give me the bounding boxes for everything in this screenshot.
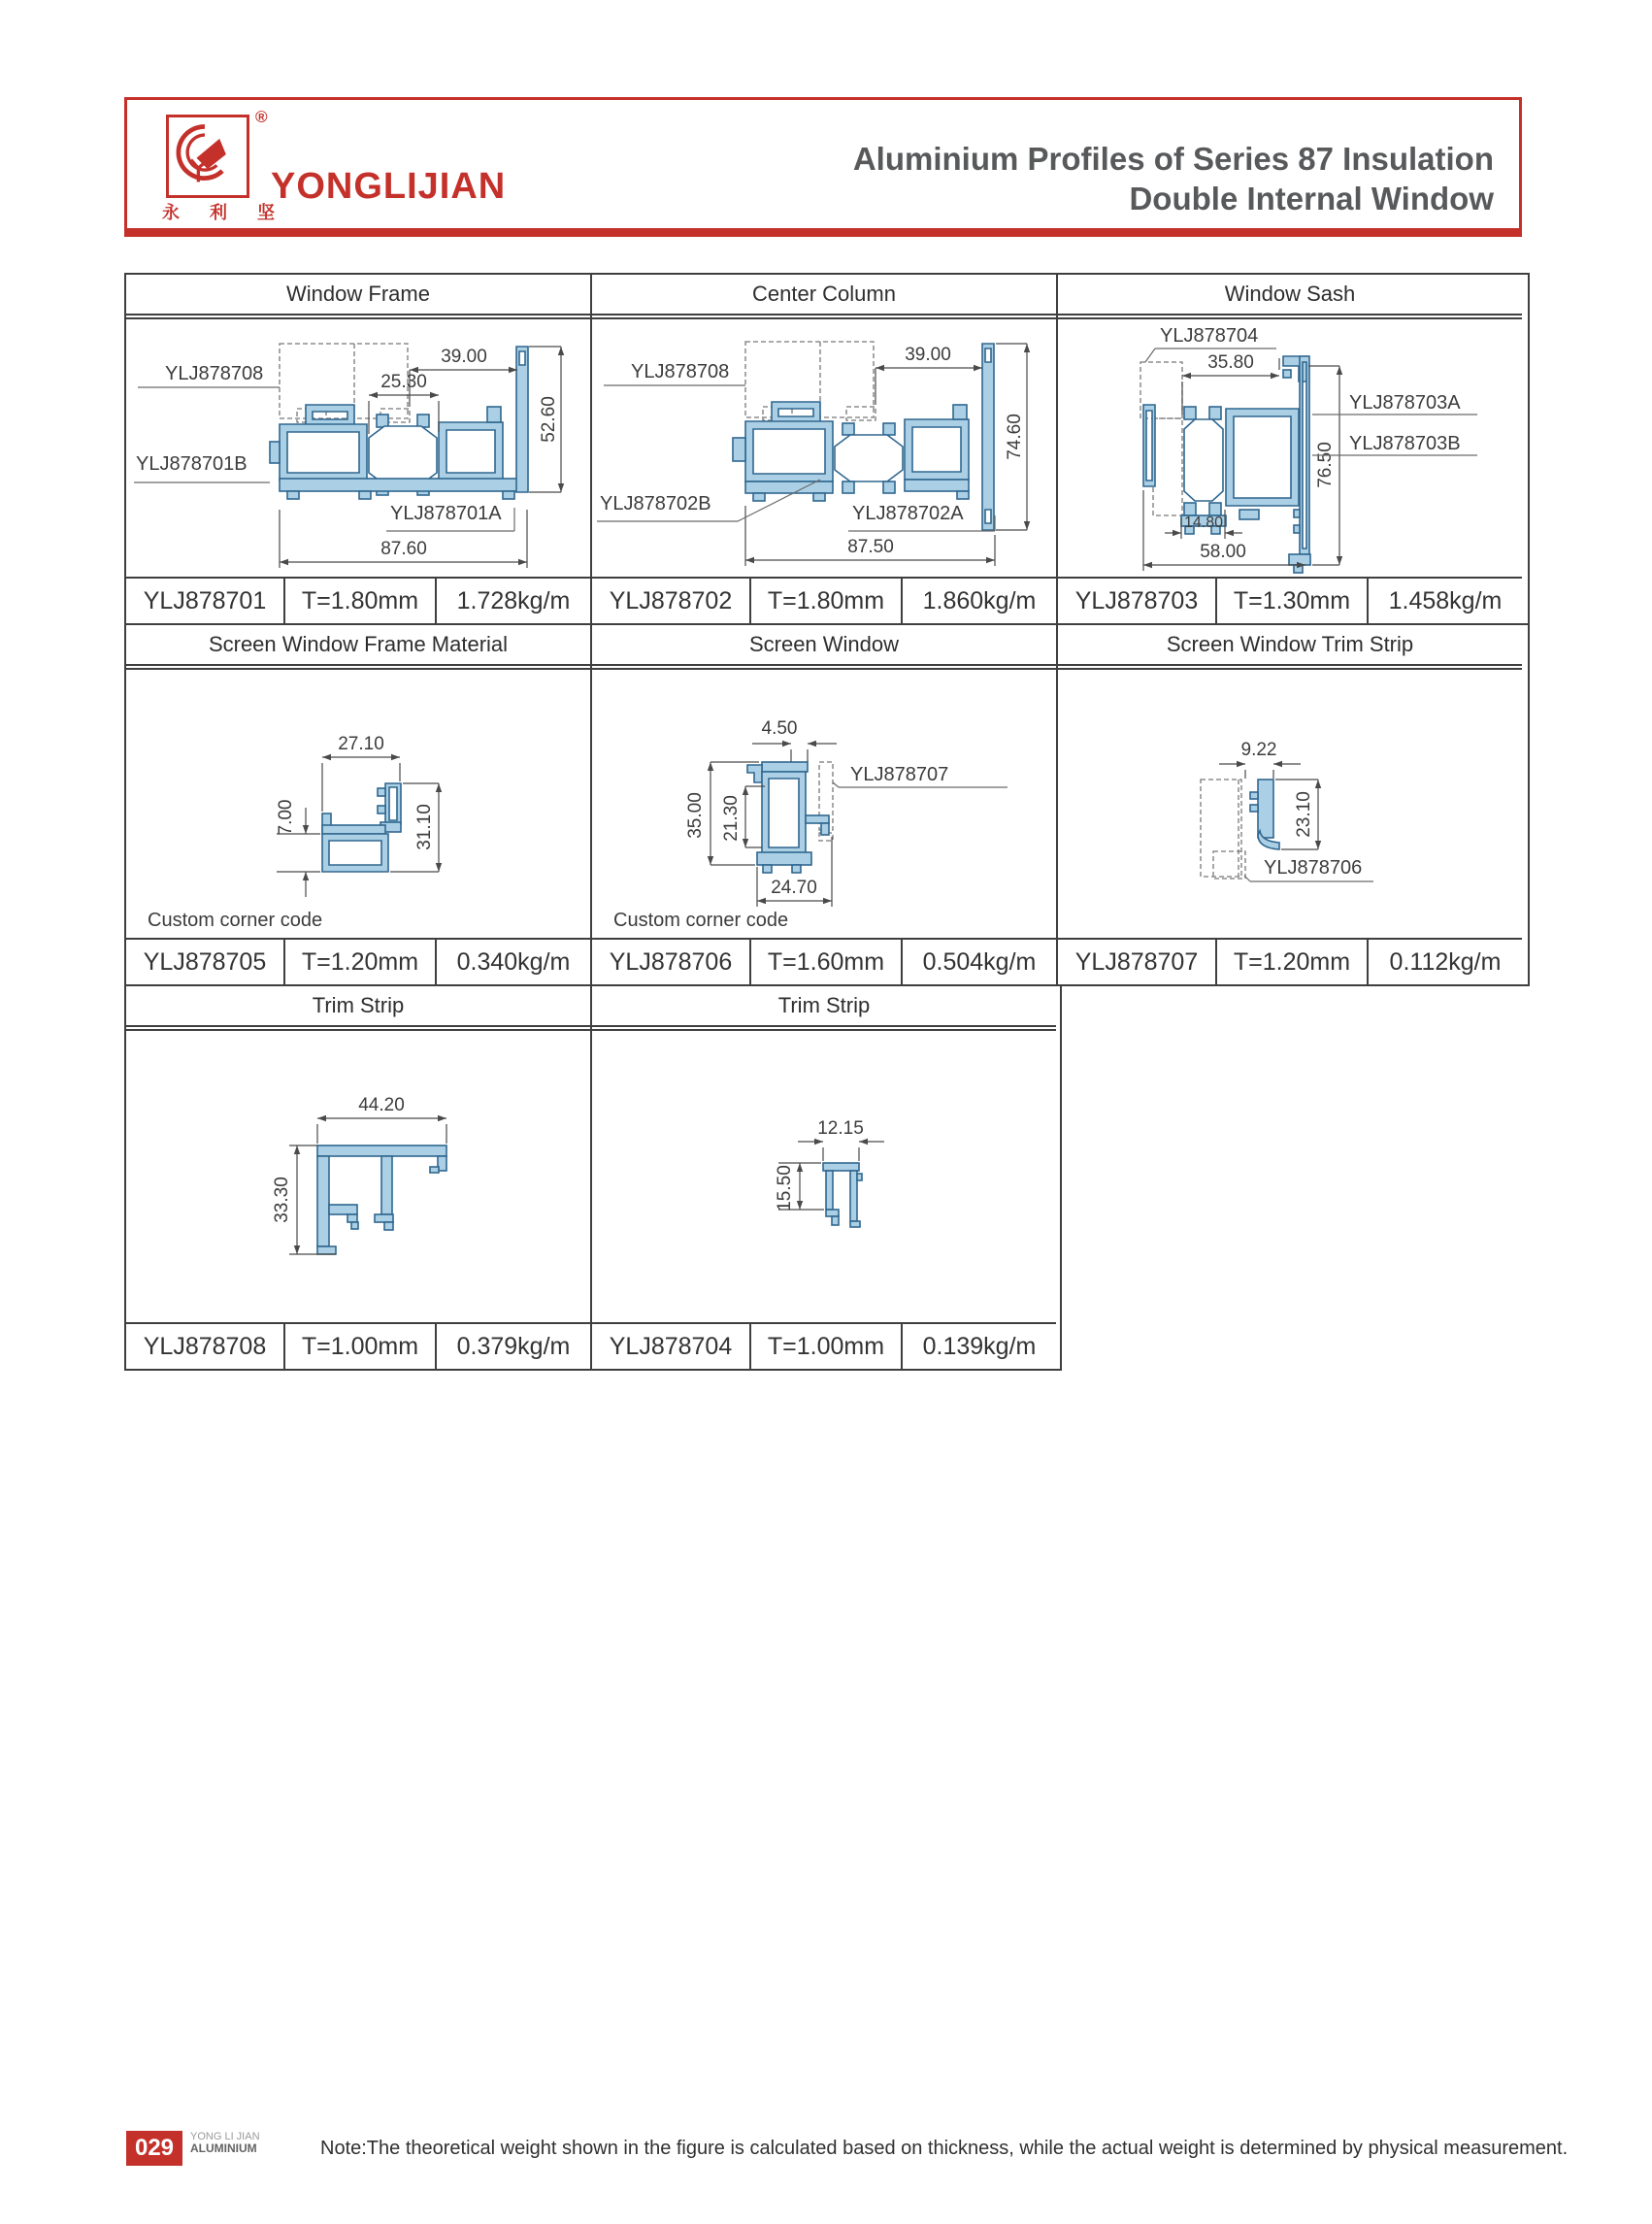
screen-window-frame-material-drawing xyxy=(126,670,590,938)
dimension-9 xyxy=(1219,740,1301,779)
cell-window-frame xyxy=(126,275,590,623)
trim-strip-small-diagram xyxy=(592,1031,1056,1322)
brand-emblem-icon xyxy=(169,117,241,189)
svg-text:58.00: 58.00 xyxy=(1200,542,1246,562)
dimension-74 xyxy=(996,344,1030,530)
svg-text:44.20: 44.20 xyxy=(358,1095,405,1115)
svg-text:4.50: 4.50 xyxy=(761,718,798,739)
window-frame-drawing xyxy=(126,319,590,577)
svg-text:23.10: 23.10 xyxy=(1294,791,1314,838)
profile-data-row xyxy=(592,938,1056,984)
svg-text:YLJ878704: YLJ878704 xyxy=(1160,325,1259,347)
svg-text:35.00: 35.00 xyxy=(685,792,706,839)
dimension-7 xyxy=(276,800,320,897)
svg-text:87.50: 87.50 xyxy=(847,537,894,557)
profile-weight: 1.728kg/m xyxy=(435,579,590,623)
page-header xyxy=(124,97,1522,237)
dimension-35 xyxy=(1182,352,1279,415)
svg-text:9.22: 9.22 xyxy=(1240,740,1277,760)
profile-weight: 0.340kg/m xyxy=(435,940,590,984)
window-sash-drawing xyxy=(1058,319,1522,577)
registered-trademark: ® xyxy=(255,108,268,126)
svg-text:25.30: 25.30 xyxy=(380,372,427,392)
svg-text:YLJ878703A: YLJ878703A xyxy=(1349,392,1461,414)
svg-text:76.50: 76.50 xyxy=(1315,442,1336,488)
footer-brand xyxy=(190,2131,260,2154)
part-labels xyxy=(597,361,995,531)
profile-code: YLJ878708 xyxy=(143,1332,267,1360)
part-labels xyxy=(833,764,1008,787)
profile-weight: 0.504kg/m xyxy=(901,940,1056,984)
page-title-line2: Double Internal Window xyxy=(1129,181,1494,216)
window-frame-diagram xyxy=(126,319,590,577)
custom-corner-code-note: Custom corner code xyxy=(613,910,789,931)
screen-window-diagram xyxy=(592,670,1056,938)
profile-data-row xyxy=(592,1322,1056,1369)
screen-window-trim-strip-drawing xyxy=(1058,670,1522,938)
profile-code: YLJ878703 xyxy=(1074,586,1199,614)
profile-thickness: T=1.20mm xyxy=(1215,940,1367,984)
screen-window-frame-material-diagram xyxy=(126,670,590,938)
trim-strip-large-drawing xyxy=(126,1031,590,1322)
profile-data-row xyxy=(126,938,590,984)
svg-text:39.00: 39.00 xyxy=(441,347,487,367)
svg-text:YLJ878702A: YLJ878702A xyxy=(852,503,964,524)
dimension-52 xyxy=(529,347,564,492)
svg-text:74.60: 74.60 xyxy=(1005,414,1025,460)
profile-weight: 1.860kg/m xyxy=(901,579,1056,623)
cell-title: Window Sash xyxy=(1058,275,1522,319)
weight-note: Note:The theoretical weight shown in the figure is calculated based on thickness, while the actual weight is determined by physical measurement. xyxy=(320,2138,1569,2159)
svg-text:YLJ878703B: YLJ878703B xyxy=(1349,433,1461,454)
svg-text:39.00: 39.00 xyxy=(905,345,951,365)
profile-data-row xyxy=(592,577,1056,623)
svg-text:15.50: 15.50 xyxy=(775,1165,795,1212)
aluminium-profile xyxy=(1143,356,1310,573)
svg-text:33.30: 33.30 xyxy=(272,1177,292,1223)
profile-code: YLJ878706 xyxy=(609,947,733,976)
screen-window-trim-strip-diagram xyxy=(1058,670,1522,938)
aluminium-profile xyxy=(747,762,829,873)
cell-screen-window-trim-strip xyxy=(1056,625,1522,984)
profile-thickness: T=1.00mm xyxy=(283,1324,435,1369)
dimension-39 xyxy=(876,345,982,405)
profile-code: YLJ878701 xyxy=(143,586,267,614)
profile-code: YLJ878702 xyxy=(609,586,733,614)
cell-title: Screen Window Trim Strip xyxy=(1058,625,1522,670)
brand-wordmark: YONGLIJIAN xyxy=(271,166,507,207)
cell-title: Window Frame xyxy=(126,275,590,319)
table-row-3 xyxy=(124,984,1062,1371)
table-row-1 xyxy=(124,273,1530,625)
dimension-44 xyxy=(317,1095,446,1144)
svg-text:YLJ878701A: YLJ878701A xyxy=(390,503,502,524)
screen-window-drawing xyxy=(592,670,1056,938)
profile-weight: 0.139kg/m xyxy=(901,1324,1056,1369)
svg-text:27.10: 27.10 xyxy=(338,734,384,754)
svg-text:YLJ878701B: YLJ878701B xyxy=(136,453,248,475)
profile-code: YLJ878707 xyxy=(1074,947,1199,976)
svg-text:21.30: 21.30 xyxy=(721,795,742,842)
profile-weight: 0.379kg/m xyxy=(435,1324,590,1369)
dimension-14 xyxy=(1165,510,1242,539)
profile-thickness: T=1.80mm xyxy=(749,579,901,623)
svg-text:31.10: 31.10 xyxy=(414,804,435,850)
page-title xyxy=(853,139,1494,218)
profile-thickness: T=1.00mm xyxy=(749,1324,901,1369)
svg-text:YLJ878706: YLJ878706 xyxy=(1264,857,1363,879)
svg-text:52.60: 52.60 xyxy=(539,396,559,443)
profile-code: YLJ878705 xyxy=(143,947,267,976)
svg-text:YLJ878708: YLJ878708 xyxy=(165,363,264,384)
cell-window-sash xyxy=(1056,275,1522,623)
profile-thickness: T=1.30mm xyxy=(1215,579,1367,623)
svg-text:35.80: 35.80 xyxy=(1207,352,1254,373)
profile-thickness: T=1.60mm xyxy=(749,940,901,984)
svg-text:12.15: 12.15 xyxy=(817,1118,864,1139)
dimension-12 xyxy=(798,1118,884,1161)
part-labels xyxy=(1244,857,1373,881)
svg-text:7.00: 7.00 xyxy=(276,799,296,836)
trim-strip-small-drawing xyxy=(592,1031,1056,1322)
cell-trim-strip-large xyxy=(126,986,590,1369)
aluminium-profile xyxy=(1250,780,1279,849)
center-column-drawing xyxy=(592,319,1056,577)
brand-logo xyxy=(166,115,249,198)
svg-text:14.80: 14.80 xyxy=(1183,515,1224,531)
cell-title: Center Column xyxy=(592,275,1056,319)
dimension-21 xyxy=(721,786,765,847)
trim-strip-large-diagram xyxy=(126,1031,590,1322)
cell-title: Trim Strip xyxy=(592,986,1056,1031)
aluminium-profile xyxy=(322,783,401,872)
svg-text:87.60: 87.60 xyxy=(380,539,427,559)
dimension-23 xyxy=(1275,780,1321,849)
profile-data-row xyxy=(1058,938,1522,984)
page-number-badge: 029 xyxy=(126,2131,182,2166)
part-labels xyxy=(134,363,514,531)
profile-weight: 0.112kg/m xyxy=(1367,940,1522,984)
profile-weight: 1.458kg/m xyxy=(1367,579,1522,623)
cell-title: Screen Window Frame Material xyxy=(126,625,590,670)
svg-text:24.70: 24.70 xyxy=(771,878,817,898)
cell-title: Trim Strip xyxy=(126,986,590,1031)
cell-screen-window xyxy=(590,625,1056,984)
dashed-accessory-outline xyxy=(1201,780,1245,879)
svg-text:YLJ878702B: YLJ878702B xyxy=(600,493,711,515)
dimension-15 xyxy=(775,1163,824,1212)
svg-text:YLJ878707: YLJ878707 xyxy=(850,764,949,785)
profile-data-row xyxy=(1058,577,1522,623)
profile-table xyxy=(124,273,1530,1371)
dimension-4 xyxy=(752,718,837,762)
cell-title: Screen Window xyxy=(592,625,1056,670)
aluminium-profile xyxy=(317,1145,446,1254)
page-title-line1: Aluminium Profiles of Series 87 Insulation xyxy=(852,141,1494,177)
svg-text:YLJ878708: YLJ878708 xyxy=(631,361,730,382)
profile-thickness: T=1.20mm xyxy=(283,940,435,984)
window-sash-diagram xyxy=(1058,319,1522,577)
brand-name-chinese: 永 利 坚 xyxy=(162,203,288,222)
dimension-76 xyxy=(1308,366,1342,565)
cell-trim-strip-small xyxy=(590,986,1056,1369)
aluminium-profile xyxy=(823,1163,862,1227)
profile-data-row xyxy=(126,577,590,623)
table-row-2 xyxy=(124,623,1530,986)
profile-data-row xyxy=(126,1322,590,1369)
profile-code: YLJ878704 xyxy=(609,1332,733,1360)
center-column-diagram xyxy=(592,319,1056,577)
footer-brand-line1: YONG LI JIAN xyxy=(190,2131,260,2142)
profile-thickness: T=1.80mm xyxy=(283,579,435,623)
cell-center-column xyxy=(590,275,1056,623)
footer-brand-line2: ALUMINIUM xyxy=(190,2141,257,2155)
cell-screen-window-frame-material xyxy=(126,625,590,984)
custom-corner-code-note: Custom corner code xyxy=(148,910,323,931)
